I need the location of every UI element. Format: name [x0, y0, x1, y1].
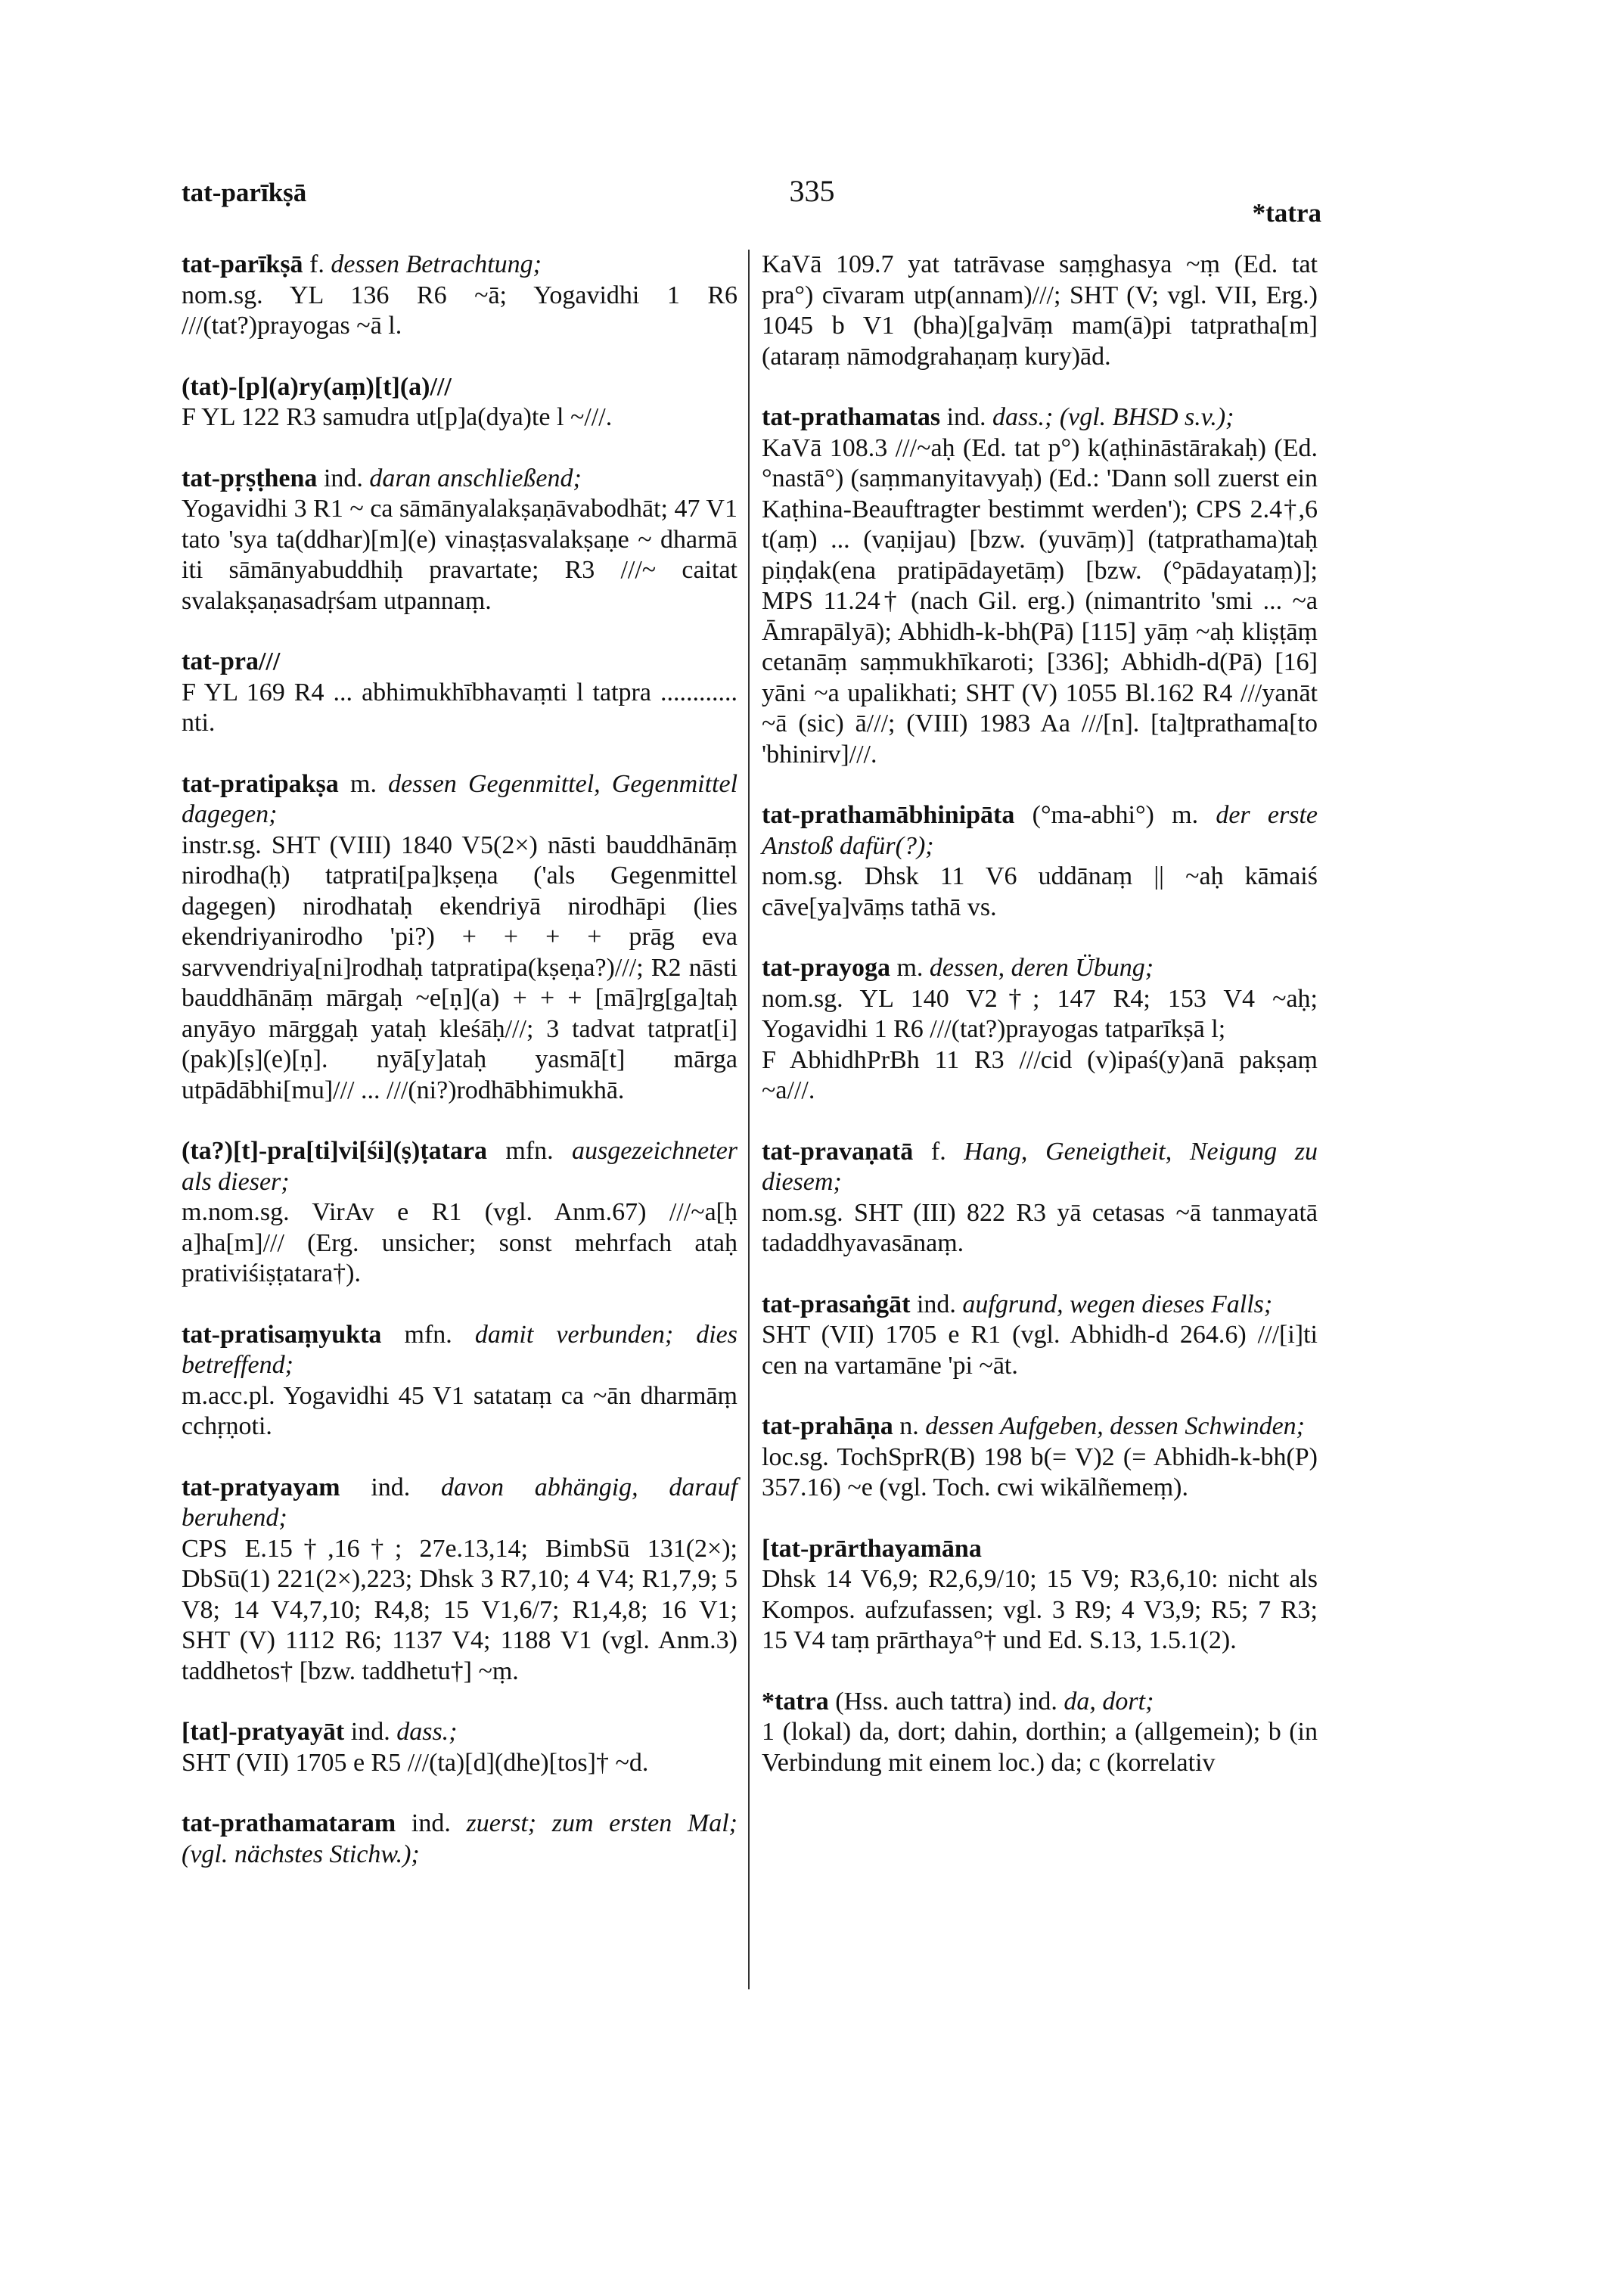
entry-headword: tat-prahāṇa [762, 1412, 893, 1440]
entry-citation: SHT (VII) 1705 e R5 ///(ta)[d](dhe)[tos]† ~d. [182, 1748, 649, 1777]
entry-grammar: m. [896, 954, 924, 982]
dictionary-entry [182, 1136, 737, 1290]
entry-citation: F YL 122 R3 samudra ut[p]a(dya)te l ~///. [182, 403, 613, 431]
entry-gloss: damit verbunden; dies betreffend; [182, 1320, 738, 1379]
entry-grammar: (°ma-abhi°) m. [1032, 801, 1199, 829]
entry-headword: tat-pra/// [182, 647, 281, 675]
entry-citation: KaVā 108.3 ///~aḥ (Ed. tat p°) k(aṭhināstārakaḥ) (Ed. °nastā°) (saṃmanyitavyaḥ) (Ed.: 'Dann soll zuerst ein Kaṭhina-Beauftragter bestimmt werden'); CPS 2.4†,6 t(aṃ) ... (vaṇijau) [bzw. (yuvāṃ)] (tatprathama)taḥ piṇḍak(ena pratipādayetāṃ) [bzw. (°pādayataṃ)]; MPS 11.24† (nach Gil. erg.) (nimantrito 'smi ... ~a Āmrapālyā); Abhidh-k-bh(Pā) [115] yāṃ ~aḥ kliṣṭāṃ cetanāṃ saṃmukhīkaroti; [336]; Abhidh-d(Pā) [16] yāni ~a upalikhati; SHT (V) 1055 Bl.162 R4 ///yanāt ~ā (sic) ā///; (VIII) 1983 Aa ///[n]. [ta]tprathama[to 'bhinirv]///. [762, 433, 1318, 769]
entry-citation: m.nom.sg. VirAv e R1 (vgl. Anm.67) ///~a[ḥ a]ha[m]/// (Erg. unsicher; sonst mehrfach ataḥ prativiśiṣṭatara†). [182, 1198, 737, 1287]
entry-gloss: da, dort; [1064, 1687, 1154, 1716]
entry-headword: tat-prathamatas [762, 403, 941, 431]
entry-gloss: daran anschließend; [369, 464, 582, 492]
entry-grammar: ind. [323, 464, 363, 492]
dictionary-entry [182, 372, 737, 433]
entry-citation: nom.sg. Dhsk 11 V6 uddānaṃ || ~aḥ kāmaiś cāve[ya]vāṃs tathā vs. [762, 862, 1318, 921]
entry-grammar: ind. [411, 1809, 451, 1837]
entry-headword: tat-prathamataram [182, 1809, 396, 1837]
entry-grammar: mfn. [404, 1320, 452, 1349]
dictionary-entry [182, 1473, 737, 1688]
column-divider [748, 250, 750, 1989]
dictionary-entry [762, 402, 1318, 770]
entry-headword: tat-pratyayam [182, 1473, 340, 1501]
entry-gloss: dass.; [396, 1718, 458, 1746]
dictionary-entry [182, 769, 737, 1107]
entry-headword: tat-prasaṅgāt [762, 1290, 911, 1318]
entry-gloss: ausgezeichneter als dieser; [182, 1137, 738, 1196]
dictionary-entry [182, 250, 737, 342]
entry-citation: nom.sg. YL 136 R6 ~ā; Yogavidhi 1 R6 ///(tat?)prayogas ~ā l. [182, 281, 737, 340]
entry-headword: tat-pṛṣṭhena [182, 464, 318, 492]
dictionary-entry [762, 250, 1318, 372]
entry-citation: F YL 169 R4 ... abhimukhībhavaṃti l tatpra ............ nti. [182, 678, 737, 737]
entry-headword: tat-pravaṇatā [762, 1137, 914, 1166]
entry-headword: tat-parīkṣā [182, 250, 303, 278]
entry-citation: F AbhidhPrBh 11 R3 ///cid (v)ipaś(y)anā pakṣaṃ ~a///. [762, 1045, 1318, 1104]
entry-headword: tat-pratipakṣa [182, 769, 339, 798]
entry-grammar: m. [350, 769, 377, 798]
entry-gloss: aufgrund, wegen dieses Falls; [962, 1290, 1273, 1318]
entry-citation: m.acc.pl. Yogavidhi 45 V1 satataṃ ca ~ān dharmāṃ cchṛṇoti. [182, 1381, 737, 1440]
entry-citation: KaVā 109.7 yat tatrāvase saṃghasya ~ṃ (Ed. tat pra°) cīvaram utp(annam)///; SHT (V; vgl. VII, Erg.) 1045 b V1 (bha)[ga]vāṃ mam(ā)pi tatpratha[m](ataraṃ nāmodgrahaṇaṃ kury)ād. [762, 250, 1318, 371]
dictionary-entry [762, 1534, 1318, 1657]
entry-gloss: dass.; (vgl. BHSD s.v.); [992, 403, 1234, 431]
entry-grammar: ind. [371, 1473, 411, 1501]
entry-gloss: zuerst; zum ersten Mal; (vgl. nächstes Stichw.); [182, 1809, 738, 1868]
dictionary-entry [182, 1809, 737, 1870]
entry-gloss: dessen, deren Übung; [929, 954, 1154, 982]
dictionary-entry [762, 953, 1318, 1107]
dictionary-entry [182, 464, 737, 617]
entry-citation: CPS E.15†,16†; 27e.13,14; BimbSū 131(2×); DbSū(1) 221(2×),223; Dhsk 3 R7,10; 4 V4; R1,7,9; 5 V8; 14 V4,7,10; R4,8; 15 V1,6/7; R1,4,8; 16 V1; SHT (V) 1112 R6; 1137 V4; 1188 V1 (vgl. Anm.3) taddhetos† [bzw. taddhetu†] ~ṃ. [182, 1534, 737, 1685]
entry-headword: *tatra [762, 1687, 829, 1716]
dictionary-entry [762, 1137, 1318, 1259]
dictionary-entry [762, 1687, 1318, 1779]
entry-gloss: dessen Gegenmittel, Gegenmittel dagegen; [182, 769, 738, 828]
entry-headword: tat-pratisaṃyukta [182, 1320, 382, 1349]
entry-grammar: ind. [946, 403, 986, 431]
dictionary-entry [762, 800, 1318, 923]
entry-headword: tat-prathamābhinipāta [762, 801, 1015, 829]
entry-citation: Dhsk 14 V6,9; R2,6,9/10; 15 V9; R3,6,10: nicht als Kompos. aufzufassen; vgl. 3 R9; 4 V3,9; R5; 7 R3; 15 V4 taṃ prārthaya°† und Ed. S.13, 1.5.1(2). [762, 1565, 1318, 1654]
entry-gloss: dessen Betrachtung; [331, 250, 542, 278]
right-column [762, 250, 1318, 1809]
entry-gloss: Hang, Geneigtheit, Neigung zu diesem; [762, 1137, 1318, 1196]
dictionary-entry [762, 1411, 1318, 1504]
entry-grammar: ind. [350, 1718, 390, 1746]
entry-grammar: f. [309, 250, 324, 278]
entry-citation: Yogavidhi 3 R1 ~ ca sāmānyalakṣaṇāvabodhāt; 47 V1 tato 'sya ta(ddhar)[m](e) vinaṣṭasvalakṣaṇe ~ dharmā iti sāmānyabuddhiḥ pravartate; R3 ///~ caitat svalakṣaṇasadṛśam utpannaṃ. [182, 495, 737, 615]
entry-grammar: f. [930, 1137, 946, 1166]
entry-citation: SHT (VII) 1705 e R1 (vgl. Abhidh-d 264.6) ///[i]ti cen na vartamāne 'pi ~āt. [762, 1321, 1318, 1380]
entry-headword: [tat-prārthayamāna [762, 1534, 982, 1563]
entry-gloss: davon abhängig, darauf beruhend; [182, 1473, 738, 1532]
dictionary-entry [182, 1717, 737, 1778]
entry-citation: instr.sg. SHT (VIII) 1840 V5(2×) nāsti bauddhānāṃ nirodha(ḥ) tatprati[pa]kṣeṇa ('als Gegenmittel dagegen) nirodhataḥ ekendriyā nirodhāpi (lies ekendriyanirodho 'pi?) + + + + prāg eva sarvvendriya[ni]rodhaḥ tatpratipa(kṣeṇa?)///; R2 nāsti bauddhānāṃ mārgaḥ ~e[ṇ](a) + + + [mā]rg[ga]taḥ anyāyo mārggaḥ yataḥ kleśāḥ///; 3 tadvat tatprat[i](pak)[ṣ](e)[ṇ]. nyā[y]ataḥ yasmā[t] mārga utpādābhi[mu]/// ... ///(ni?)rodhābhimukhā. [182, 831, 737, 1104]
left-column [182, 250, 737, 1900]
entry-grammar: (Hss. auch tattra) ind. [835, 1687, 1057, 1716]
entry-headword: (tat)-[p](a)ry(aṃ)[t](a)/// [182, 372, 452, 401]
entry-headword: tat-prayoga [762, 954, 890, 982]
entry-headword: [tat]-pratyayāt [182, 1718, 345, 1746]
running-head-right: *tatra [1252, 198, 1321, 228]
page-number: 335 [789, 174, 835, 208]
entry-citation: nom.sg. SHT (III) 822 R3 yā cetasas ~ā tanmayatā tadaddhyavasānaṃ. [762, 1198, 1318, 1257]
dictionary-entry [182, 1320, 737, 1442]
entry-gloss: der erste Anstoß dafür(?); [762, 801, 1318, 860]
dictionary-entry [762, 1290, 1318, 1382]
dictionary-entry [182, 647, 737, 739]
running-head-left: tat-parīkṣā [182, 178, 307, 207]
entry-grammar: ind. [916, 1290, 956, 1318]
entry-grammar: mfn. [505, 1137, 554, 1165]
entry-citation: 1 (lokal) da, dort; dahin, dorthin; a (allgemein); b (in Verbindung mit einem loc.) da; c (korrelativ [762, 1718, 1318, 1777]
entry-headword: (ta?)[t]-pra[ti]vi[śi](ṣ)ṭatara [182, 1137, 488, 1165]
entry-grammar: n. [899, 1412, 919, 1440]
entry-gloss: dessen Aufgeben, dessen Schwinden; [925, 1412, 1305, 1440]
entry-citation: nom.sg. YL 140 V2†; 147 R4; 153 V4 ~aḥ; Yogavidhi 1 R6 ///(tat?)prayogas tatparīkṣā l; [762, 984, 1318, 1043]
entry-citation: loc.sg. TochSprR(B) 198 b(= V)2 (= Abhidh-k-bh(P) 357.16) ~e (vgl. Toch. cwi wikālñemeṃ). [762, 1442, 1318, 1501]
